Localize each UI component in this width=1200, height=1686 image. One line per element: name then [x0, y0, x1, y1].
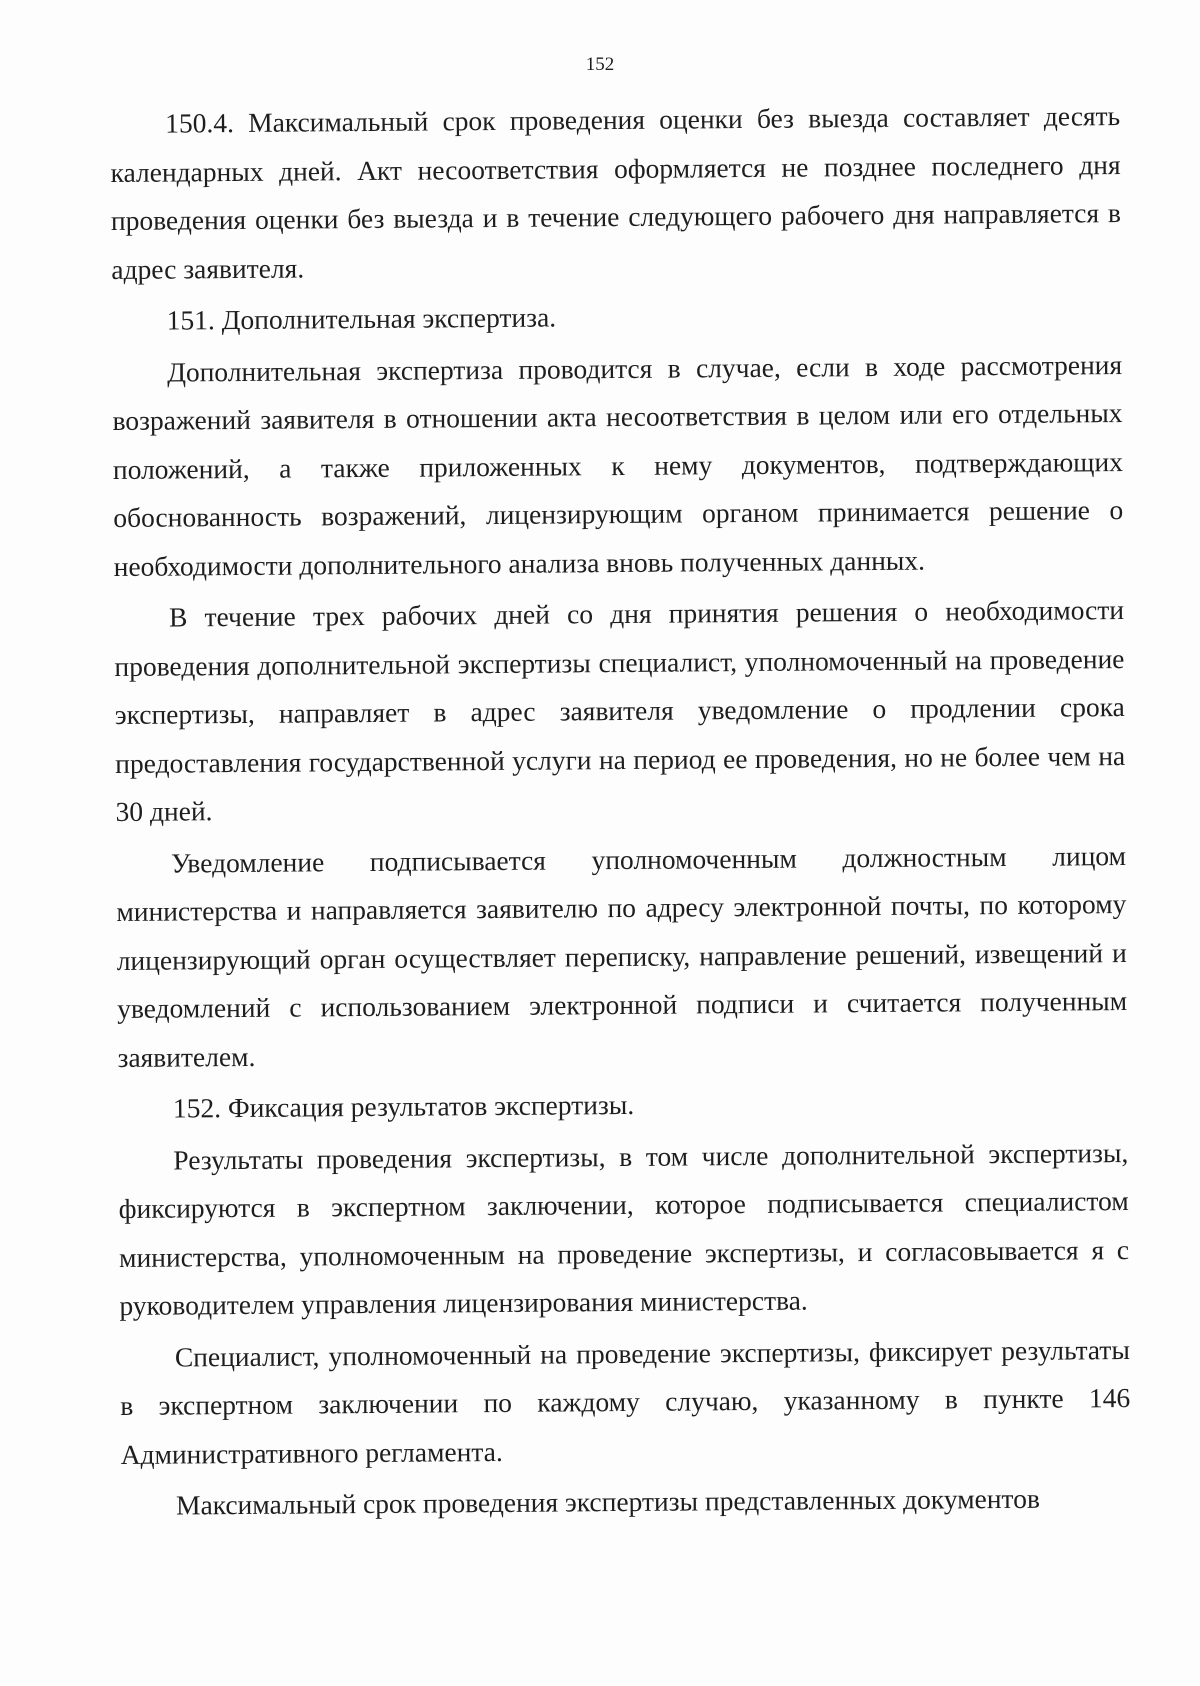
heading-152: 152. Фиксация результатов экспертизы. [172, 1088, 635, 1124]
paragraph-max-term: Максимальный срок проведения экспертизы представленных документов [175, 1482, 1041, 1521]
paragraph-expertise-results: Результаты проведения экспертизы, в том числе дополнительной экспертизы, фиксируются в экспертном заключении, которое подписывается специалистом министерства, уполномоченным на проведение экспертизы, и согласовывается я с руководителем управления лицензирования министерства. [118, 1136, 1130, 1321]
paragraph-specialist-records: Специалист, уполномоченный на проведение экспертизы, фиксирует результаты в экспертном заключении по каждому случаю, указанному в пункте 146 Административного регламента. [120, 1333, 1131, 1470]
paragraph-additional-expertise: Дополнительная экспертиза проводится в случае, если в ходе рассмотрения возражений заявителя в отношении акта несоответствия в целом или его отдельных положений, а также приложенных к нему документов, подтверждающих обоснованность возражений, лицензирующим органом принимается решение о необходимости дополнительного анализа вновь полученных данных. [112, 348, 1124, 582]
paragraph-notification-signing: Уведомление подписывается уполномоченным должностным лицом министерства и направляется заявителю по адресу электронной почты, по которому лицензирующий орган осуществляет переписку, направление решений, извещений и уведомлений с использованием электронной подписи и считается полученным заявителем. [116, 839, 1128, 1073]
paragraph-three-days-notice: В течение трех рабочих дней со дня принятия решения о необходимости проведения дополнительной экспертизы специалист, уполномоченный на проведение экспертизы, направляет в адрес заявителя уведомление о продлении срока предоставления государственной услуги на период ее проведения, но не более чем на 30 дней. [114, 594, 1126, 827]
heading-151: 151. Дополнительная экспертиза. [166, 301, 557, 336]
page-number: 152 [585, 54, 615, 75]
paragraph-150-4: 150.4. Максимальный срок проведения оценки без выезда составляет десять календарных дней. Акт несоответствия оформляется не позднее последнего дня проведения оценки без выезда и в течение следующего рабочего дня направляется в адрес заявителя. [110, 100, 1122, 285]
document-body [110, 92, 1131, 1533]
